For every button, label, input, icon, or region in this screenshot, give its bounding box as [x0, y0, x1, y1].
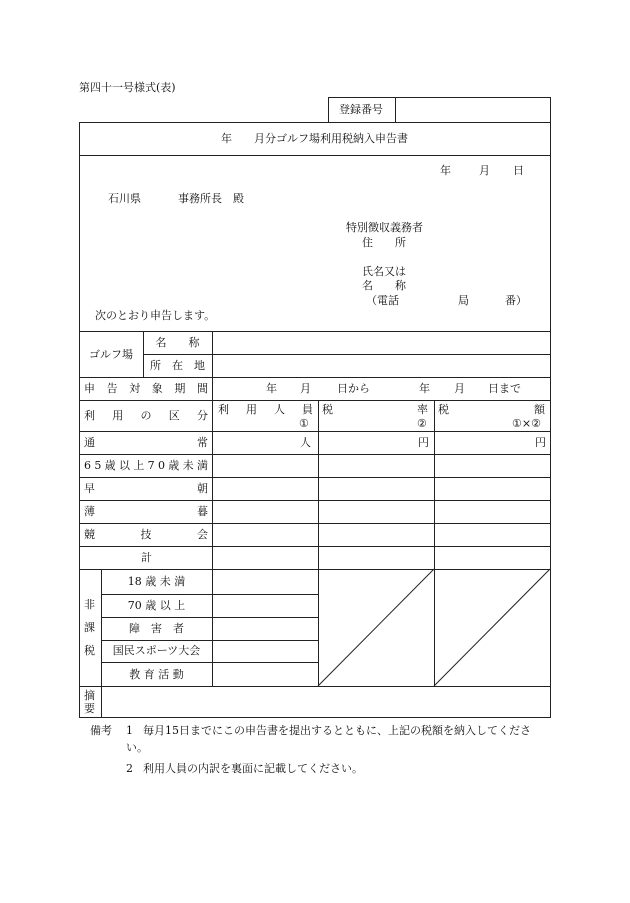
- exempt-label-3: 税: [84, 644, 95, 657]
- column-amount-no: ①×②: [512, 417, 541, 430]
- exempt-label-1: 非: [84, 598, 95, 611]
- column-amount-b: 額: [534, 403, 545, 416]
- exempt-under-18: 18 歳 未 満: [127, 575, 186, 588]
- row-age-65-70-label: 6 5 歳 以 上 7 0 歳 未 満: [84, 459, 208, 472]
- row-competition-label: 競 技 会: [84, 528, 208, 541]
- row-normal-users-unit: 人: [300, 436, 311, 449]
- exempt-national-sports: 国民スポーツ大会: [112, 644, 201, 657]
- date-month: 月: [479, 164, 490, 177]
- remarks-label-1: 摘: [84, 689, 95, 702]
- row-dusk-label: 薄 暮: [84, 505, 208, 518]
- collector-address: 住 所: [362, 236, 406, 249]
- notes-head: 備考: [90, 724, 112, 737]
- collector-label: 特別徴収義務者: [346, 221, 423, 234]
- exempt-disabled: 障 害 者: [129, 622, 184, 635]
- note-2-number: 2: [126, 762, 133, 775]
- period-to-year: 年: [419, 382, 430, 395]
- golf-course-label: ゴルフ場: [89, 348, 133, 361]
- registration-label: 登録番号: [339, 103, 383, 116]
- period-label: 申 告 対 象 期 間: [84, 382, 208, 395]
- column-users-no: ①: [299, 417, 309, 430]
- golf-location-label: 所 在 地: [150, 359, 205, 372]
- period-to-day: 日まで: [488, 382, 521, 395]
- addressee-office: 事務所長 殿: [178, 192, 244, 205]
- row-total-label: 計: [141, 551, 152, 564]
- column-rate-no: ②: [417, 417, 427, 430]
- period-from-month: 月: [300, 382, 311, 395]
- form-title: 年 月分ゴルフ場利用税納入申告書: [221, 132, 408, 145]
- phone-open: （電話: [366, 294, 399, 307]
- column-users: 利 用 人 員: [218, 403, 313, 416]
- exempt-label-2: 課: [84, 621, 95, 634]
- row-normal-rate-unit: 円: [418, 436, 429, 449]
- column-amount-a: 税: [438, 403, 449, 416]
- phone-number: 番）: [505, 294, 527, 307]
- addressee-pref: 石川県: [108, 192, 141, 205]
- column-rate-b: 率: [417, 403, 428, 416]
- phone-station: 局: [458, 294, 469, 307]
- golf-name-label: 名 称: [155, 336, 200, 349]
- remarks-label-2: 要: [84, 702, 95, 715]
- column-category: 利 用 の 区 分: [84, 409, 208, 422]
- collector-name-2: 名 称: [362, 279, 406, 292]
- row-normal-amount-unit: 円: [535, 436, 546, 449]
- row-normal-label: 通 常: [84, 436, 208, 449]
- note-1-text-cont: い。: [126, 741, 148, 754]
- date-year: 年: [440, 164, 451, 177]
- column-rate-a: 税: [322, 403, 333, 416]
- row-early-label: 早 朝: [84, 482, 208, 495]
- note-2-text: 利用人員の内訳を裏面に記載してください。: [143, 762, 363, 775]
- note-1-number: 1: [126, 724, 133, 737]
- date-day: 日: [513, 164, 524, 177]
- declare-text: 次のとおり申告します。: [95, 309, 216, 322]
- collector-name-1: 氏名又は: [362, 265, 406, 278]
- period-from-day: 日から: [337, 382, 370, 395]
- period-to-month: 月: [454, 382, 465, 395]
- exempt-over-70: 70 歳 以 上: [127, 599, 186, 612]
- note-1-text: 毎月15日までにこの申告書を提出するとともに、上記の税額を納入してくださ: [143, 724, 531, 737]
- exempt-education: 教 育 活 動: [129, 668, 184, 681]
- form-id: 第四十一号様式(表): [79, 81, 176, 94]
- period-from-year: 年: [266, 382, 277, 395]
